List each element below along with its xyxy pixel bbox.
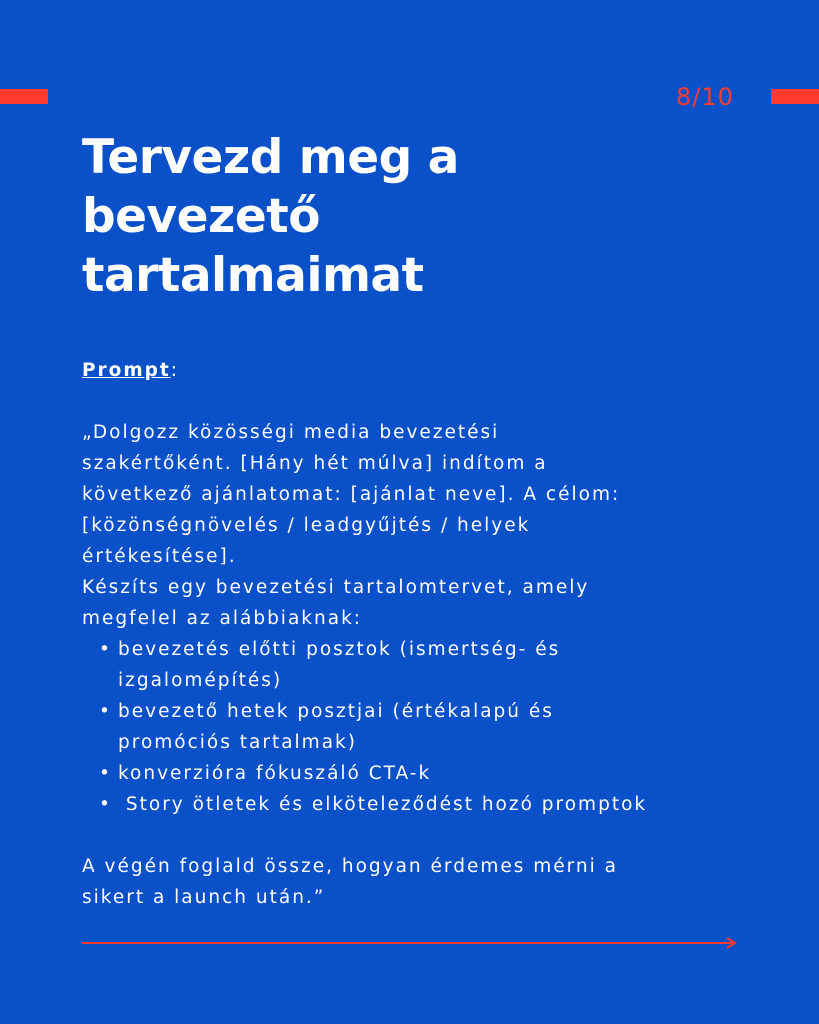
page-counter: 8/10	[676, 83, 734, 111]
decorative-bar-left	[0, 89, 48, 104]
prompt-heading	[82, 355, 782, 386]
prompt-label: Prompt	[82, 360, 171, 381]
title-line: Tervezd meg a	[82, 130, 459, 185]
list-item	[82, 789, 782, 820]
closing-line: A végén foglald össze, hogyan érdemes mérni a	[82, 856, 619, 877]
list-item	[82, 634, 782, 696]
list-item-line: • bevezető hetek posztjai (értékalapú és	[118, 701, 554, 722]
decorative-bar-right	[771, 89, 819, 104]
list-item-line: • bevezetés előtti posztok (ismertség- és	[118, 639, 561, 660]
intro-line: [közönségnövelés / leadgyűjtés / helyek	[82, 515, 531, 536]
list-item-line: izgalomépítés)	[118, 670, 283, 691]
prompt-body	[82, 355, 782, 913]
intro-line: következő ajánlatomat: [ajánlat neve]. A célom:	[82, 484, 621, 505]
list-item	[82, 696, 782, 758]
intro-line: megfelel az alábbiaknak:	[82, 608, 363, 629]
list-item	[82, 758, 782, 789]
arrow-right-icon	[82, 935, 738, 951]
title-line: tartalmaimat	[82, 248, 424, 303]
spacer	[82, 386, 782, 417]
intro-line: értékesítése].	[82, 546, 237, 567]
spacer	[82, 820, 782, 851]
intro-line: Készíts egy bevezetési tartalomtervet, amely	[82, 577, 590, 598]
list-item-line: promóciós tartalmak)	[118, 732, 357, 753]
prompt-colon: :	[170, 360, 179, 381]
intro-line: szakértőként. [Hány hét múlva] indítom a	[82, 453, 548, 474]
list-item-line: • konverzióra fókuszáló CTA-k	[118, 763, 432, 784]
title-line: bevezető	[82, 189, 321, 244]
page-title	[82, 128, 722, 305]
intro-line: „Dolgozz közösségi media bevezetési	[82, 422, 500, 443]
list-item-line: • Story ötletek és elköteleződést hozó promptok	[118, 794, 648, 815]
bullet-list	[82, 634, 782, 820]
closing-line: sikert a launch után.”	[82, 887, 326, 908]
